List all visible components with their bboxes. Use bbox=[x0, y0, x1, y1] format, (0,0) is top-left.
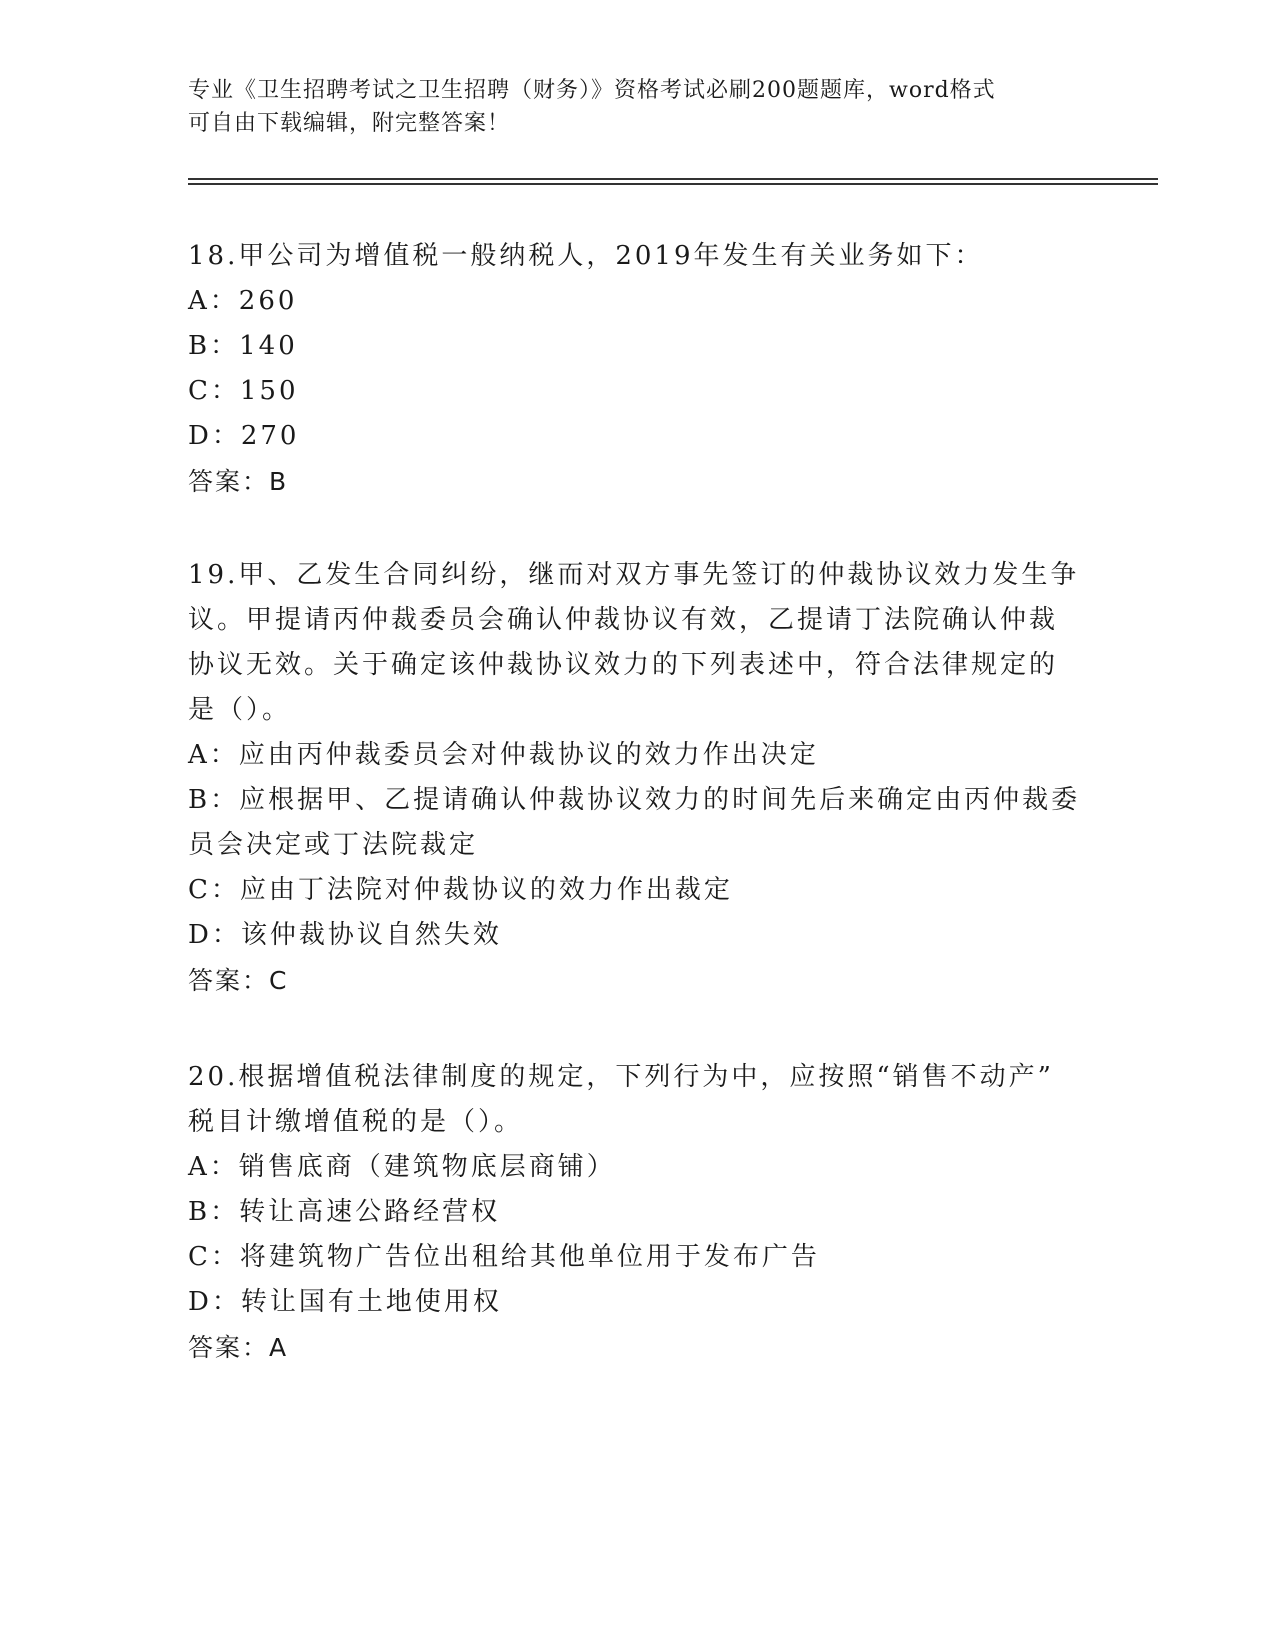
option-d: D：270 bbox=[188, 421, 300, 451]
option-a: A：260 bbox=[188, 286, 298, 316]
option-b: B：140 bbox=[188, 331, 298, 361]
option-a: A：销售底商（建筑物底层商铺） bbox=[188, 1152, 616, 1182]
question-stem-line: 议。甲提请丙仲裁委员会确认仲裁协议有效，乙提请丁法院确认仲裁 bbox=[188, 605, 1059, 635]
question-stem-line: 19.甲、乙发生合同纠纷，继而对双方事先签订的仲裁协议效力发生争 bbox=[188, 560, 1080, 590]
option-c: C：应由丁法院对仲裁协议的效力作出裁定 bbox=[188, 875, 733, 905]
option-c: C：将建筑物广告位出租给其他单位用于发布广告 bbox=[188, 1242, 820, 1272]
header-line-1: 专业《卫生招聘考试之卫生招聘（财务）》资格考试必刷200题题库，word格式 bbox=[188, 78, 996, 103]
option-b: B：应根据甲、乙提请确认仲裁协议效力的时间先后来确定由丙仲裁委 bbox=[188, 785, 1081, 815]
option-b: B：转让高速公路经营权 bbox=[188, 1197, 501, 1227]
option-b-continued: 员会决定或丁法院裁定 bbox=[188, 830, 479, 860]
answer-label: 答案：A bbox=[188, 1333, 289, 1362]
header-line-2: 可自由下载编辑，附完整答案！ bbox=[188, 111, 511, 136]
option-c: C：150 bbox=[188, 376, 299, 406]
option-d: D：转让国有土地使用权 bbox=[188, 1287, 502, 1317]
question-19 bbox=[188, 553, 1088, 1004]
header-divider-bottom bbox=[188, 183, 1158, 185]
document-header bbox=[188, 74, 1068, 140]
question-stem-line: 协议无效。关于确定该仲裁协议效力的下列表述中，符合法律规定的 bbox=[188, 650, 1059, 680]
question-18 bbox=[188, 234, 1088, 505]
question-stem-line: 是（）。 bbox=[188, 695, 292, 725]
option-d: D：该仲裁协议自然失效 bbox=[188, 920, 502, 950]
answer-label: 答案：C bbox=[188, 966, 289, 995]
question-stem: 18.甲公司为增值税一般纳税人，2019年发生有关业务如下： bbox=[188, 241, 984, 271]
answer-label: 答案：B bbox=[188, 467, 289, 496]
option-a: A：应由丙仲裁委员会对仲裁协议的效力作出决定 bbox=[188, 740, 819, 770]
question-stem-line: 20.根据增值税法律制度的规定，下列行为中，应按照“销售不动产” bbox=[188, 1062, 1054, 1092]
question-stem-line: 税目计缴增值税的是（）。 bbox=[188, 1107, 524, 1137]
question-20 bbox=[188, 1055, 1088, 1371]
header-divider-top bbox=[188, 178, 1158, 180]
